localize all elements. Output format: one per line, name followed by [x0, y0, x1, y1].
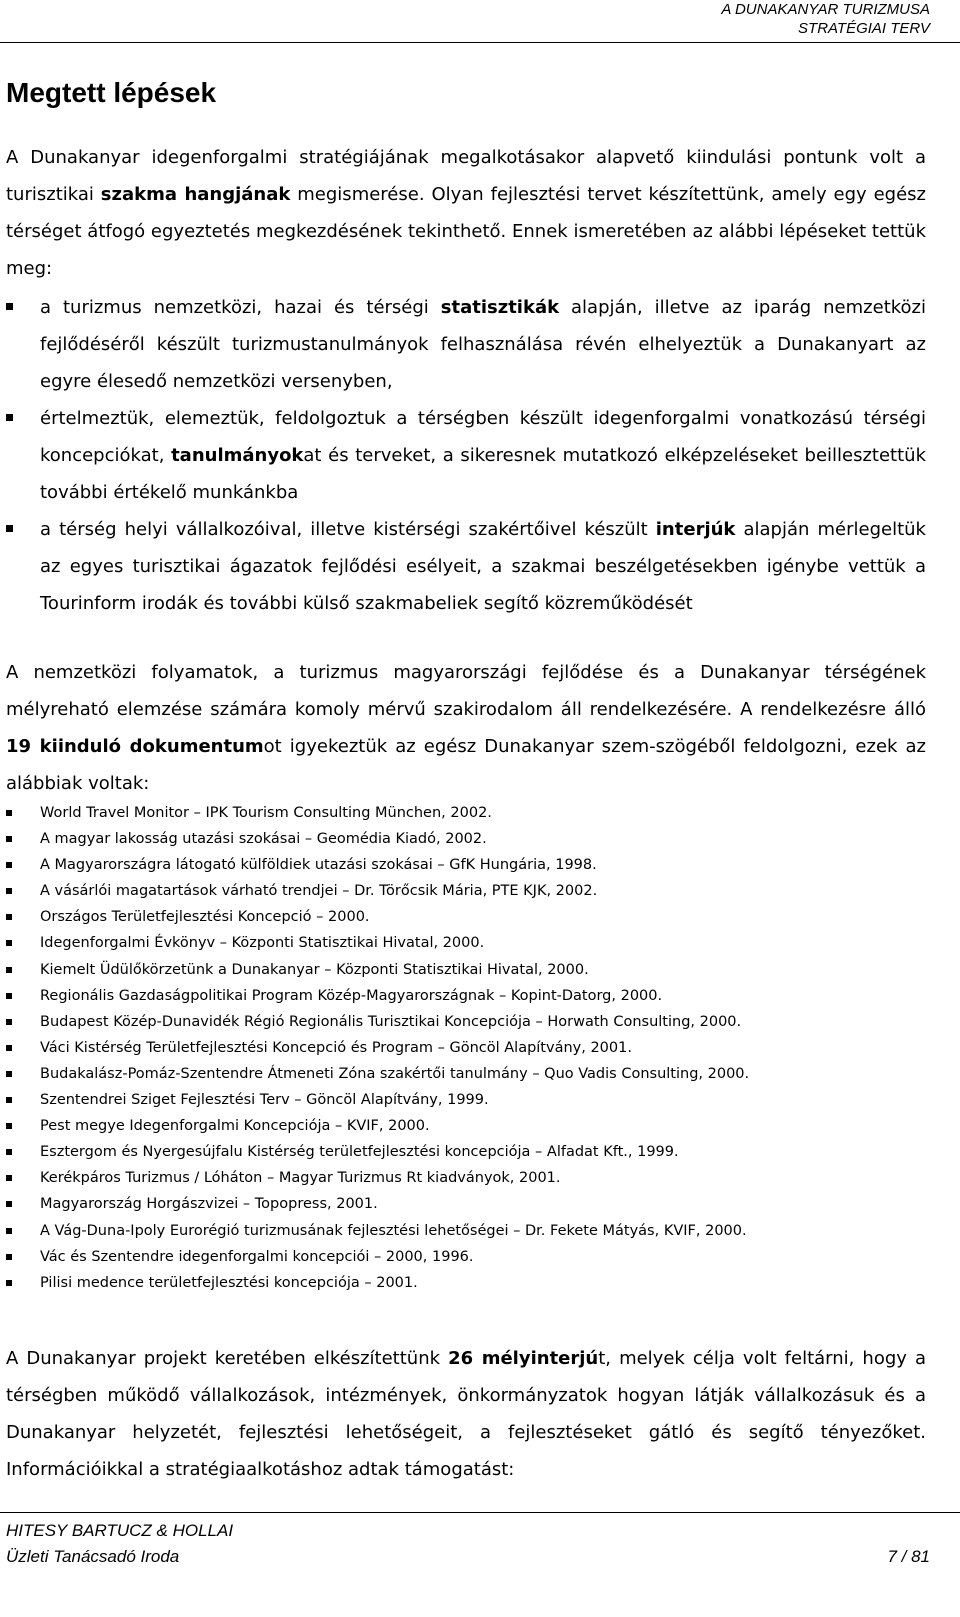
document-title: Országos Területfejlesztési Koncepció – 2000. [40, 909, 370, 926]
bullet-square-icon [6, 1280, 12, 1286]
text-run: A nemzetközi folyamatok, a turizmus magyarországi fejlődése és a Dunakanyar térségének mélyreható elemzése számára komoly mérvű szakirodalom áll rendelkezésére. A rendelkezésre álló [6, 662, 926, 720]
list-item [6, 400, 926, 511]
document-title: A Vág-Duna-Ipoly Eurorégió turizmusának fejlesztési lehetőségei – Dr. Fekete Mátyás, KVIF, 2000. [40, 1222, 747, 1239]
list-item [6, 1061, 926, 1087]
text-run: at és terveket, a sikeresnek mutatkozó elképzeléseket beillesztettük további értékelő munkánkba [40, 445, 926, 503]
list-item [6, 1113, 926, 1139]
text-run: értelmeztük, elemeztük, feldolgoztuk a térségben készült idegenforgalmi vonatkozású térségi koncepciókat, [40, 408, 926, 466]
list-item [6, 983, 926, 1009]
bullet-square-icon [6, 1201, 12, 1207]
list-item [6, 826, 926, 852]
bullet-square-icon [6, 414, 13, 421]
footer-company [6, 1518, 233, 1570]
document-title: Budapest Közép-Dunavidék Régió Regionális Turisztikai Koncepciója – Horwath Consulting, 2000. [40, 1013, 742, 1030]
bold-run: tanulmányok [171, 445, 304, 466]
bullet-square-icon [6, 1045, 12, 1051]
header-line-1: A DUNAKANYAR TURIZMUSA [721, 1, 930, 18]
text-run: a térség helyi vállalkozóival, illetve kistérségi szakértőivel készült [40, 519, 656, 540]
bullet-square-icon [6, 967, 12, 973]
page-number: 7 / 81 [887, 1547, 930, 1566]
document-title: A Magyarországra látogató külföldiek utazási szokásai – GfK Hungária, 1998. [40, 857, 597, 874]
document-title: Pilisi medence területfejlesztési koncepciója – 2001. [40, 1274, 418, 1291]
text-run: alapján, illetve az iparág nemzetközi fejlődéséről készült turizmustanulmányok felhasználása révén elhelyeztük a Dunakanyart az egyre élesedő nemzetközi versenyben, [40, 297, 926, 392]
list-item [6, 930, 926, 956]
text-run: A Dunakanyar idegenforgalmi stratégiájának megalkotásakor alapvető kiindulási pontunk volt a turisztikai [6, 147, 926, 205]
bullet-square-icon [6, 993, 12, 999]
list-item [6, 1035, 926, 1061]
bold-run: interjúk [655, 519, 736, 540]
list-item [6, 878, 926, 904]
company-name: HITESY BARTUCZ & HOLLAI [6, 1521, 234, 1540]
document-title: Pest megye Idegenforgalmi Koncepciója – KVIF, 2000. [40, 1118, 430, 1135]
interviews-paragraph [6, 1340, 926, 1488]
document-title: World Travel Monitor – IPK Tourism Consulting München, 2002. [40, 805, 492, 821]
document-title: Kiemelt Üdülőkörzetünk a Dunakanyar – Központi Statisztikai Hivatal, 2000. [40, 961, 589, 978]
list-item [6, 957, 926, 983]
document-title: Váci Kistérség Területfejlesztési Koncepció és Program – Göncöl Alapítvány, 2001. [40, 1039, 632, 1056]
list-item [6, 800, 926, 826]
document-title: Kerékpáros Turizmus / Lóháton – Magyar Turizmus Rt kiadványok, 2001. [40, 1170, 561, 1187]
bullet-square-icon [6, 888, 12, 894]
running-header [721, 0, 930, 38]
list-item [6, 1244, 926, 1270]
list-item [6, 852, 926, 878]
document-title: A vásárlói magatartások várható trendjei – Dr. Törőcsik Mária, PTE KJK, 2002. [40, 883, 598, 900]
section-title: Megtett lépések [6, 77, 217, 108]
bullet-square-icon [6, 1254, 12, 1260]
list-item [6, 511, 926, 622]
text-run: alapján mérlegeltük az egyes turisztikai ágazatok fejlődési esélyeit, a szakmai beszélgetésekben igénybe vettük a Tourinform irodák és további külső szakmabeliek segítő közreműködését [40, 519, 926, 614]
bold-run: statisztikák [440, 297, 560, 318]
bullet-square-icon [6, 1019, 12, 1025]
header-line-2: STRATÉGIAI TERV [798, 20, 930, 37]
document-title: Esztergom és Nyergesújfalu Kistérség területfejlesztési koncepciója – Alfadat Kft., 1999. [40, 1144, 679, 1161]
list-item [6, 1218, 926, 1244]
intro-paragraph [6, 139, 926, 287]
list-item [6, 904, 926, 930]
footer-rule [0, 1512, 960, 1513]
bullet-square-icon [6, 810, 12, 816]
text-run: megismerése. Olyan fejlesztési tervet készítettünk, amely egy egész térséget átfogó egyeztetés megkezdésének tekinthető. Ennek ismeretében az alábbi lépéseket tettük meg: [6, 184, 926, 279]
document-title: Vác és Szentendre idegenforgalmi koncepciói – 2000, 1996. [40, 1248, 474, 1265]
bold-run: 19 kiinduló dokumentum [6, 736, 264, 757]
document-title: A magyar lakosság utazási szokásai – Geomédia Kiadó, 2002. [40, 831, 487, 848]
bullet-square-icon [6, 1228, 12, 1234]
list-item [6, 1009, 926, 1035]
bullet-square-icon [6, 1123, 12, 1129]
bullet-square-icon [6, 1071, 12, 1077]
documents-list [6, 800, 926, 1296]
bullet-square-icon [6, 862, 12, 868]
bullet-square-icon [6, 525, 13, 532]
text-run: A Dunakanyar projekt keretében elkészítettünk [6, 1348, 449, 1369]
list-item [6, 1270, 926, 1296]
document-title: Szentendrei Sziget Fejlesztési Terv – Göncöl Alapítvány, 1999. [40, 1092, 489, 1109]
steps-list [6, 289, 926, 622]
document-title: Budakalász-Pomáz-Szentendre Átmeneti Zóna szakértői tanulmány – Quo Vadis Consulting, 2000. [40, 1065, 750, 1082]
office-name: Üzleti Tanácsadó Iroda [6, 1547, 180, 1566]
bullet-square-icon [6, 836, 12, 842]
document-title: Idegenforgalmi Évkönyv – Központi Statisztikai Hivatal, 2000. [40, 935, 485, 952]
list-item [6, 1139, 926, 1165]
bullet-square-icon [6, 1149, 12, 1155]
bullet-square-icon [6, 914, 12, 920]
list-item [6, 1087, 926, 1113]
document-title: Regionális Gazdaságpolitikai Program Közép-Magyarországnak – Kopint-Datorg, 2000. [40, 987, 663, 1004]
text-run: a turizmus nemzetközi, hazai és térségi [40, 297, 441, 318]
list-item [6, 1191, 926, 1217]
text-run: ot igyekeztük az egész Dunakanyar szem-szögéből feldolgozni, ezek az alábbiak voltak: [6, 736, 927, 794]
bullet-square-icon [6, 940, 12, 946]
bold-run: szakma hangjának [100, 184, 291, 205]
text-run: t, melyek célja volt feltárni, hogy a térségben működő vállalkozások, intézmények, önkormányzatok hogyan látják vállalkozásuk és a Dunakanyar helyzetét, fejlesztési lehetőségeit, a fejlesztéseket gátló és segítő tényezőket. Információikkal a stratégiaalkotáshoz adtak támogatást: [6, 1348, 927, 1480]
bold-run: 26 mélyinterjú [448, 1348, 599, 1369]
list-item [6, 1165, 926, 1191]
literature-paragraph [6, 654, 926, 802]
bullet-square-icon [6, 303, 13, 310]
header-rule [0, 42, 960, 43]
bullet-square-icon [6, 1175, 12, 1181]
document-title: Magyarország Horgászvizei – Topopress, 2001. [40, 1196, 378, 1213]
bullet-square-icon [6, 1097, 12, 1103]
list-item [6, 289, 926, 400]
